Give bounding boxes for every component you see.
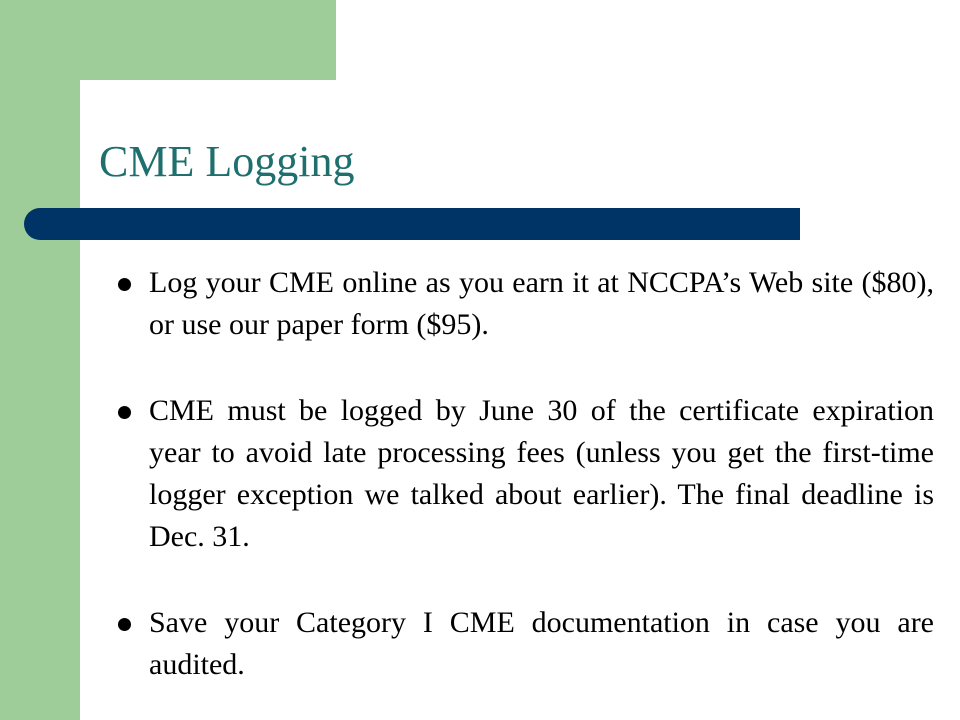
bullet-dot-icon: [118, 406, 131, 419]
bullet-item: [112, 262, 934, 346]
green-top-decoration: [0, 0, 336, 80]
bullet-text: Log your CME online as you earn it at NCCPA’s Web site ($80), or use our paper form ($95).: [149, 266, 934, 341]
bullet-item: [112, 390, 934, 558]
bullet-dot-icon: [118, 618, 131, 631]
bullet-text: Save your Category I CME documentation in case you are audited.: [149, 606, 934, 681]
bullet-item: [112, 602, 934, 686]
bullet-dot-icon: [118, 278, 131, 291]
bullet-text: CME must be logged by June 30 of the certificate expiration year to avoid late processing fees (unless you get the first-time logger exception we talked about earlier). The final deadline is Dec. 31.: [149, 394, 934, 553]
slide-title: CME Logging: [99, 137, 355, 186]
green-sidebar-decoration: [0, 0, 80, 720]
title-underline-bar: [24, 208, 800, 240]
bullet-list: [112, 262, 934, 686]
